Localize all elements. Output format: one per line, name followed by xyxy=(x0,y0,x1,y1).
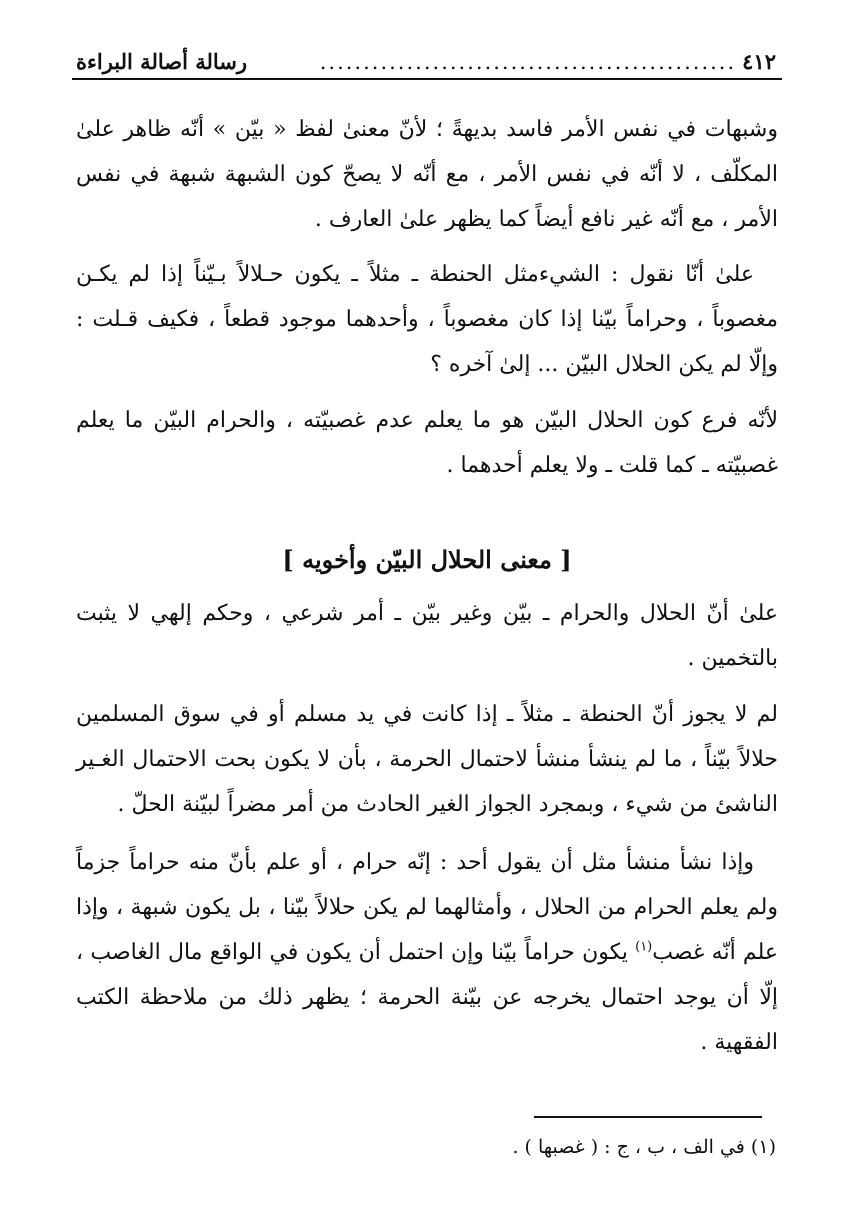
footnote-marker-1: (١) xyxy=(635,939,653,955)
paragraph-6: لم لا يجوز أنّ الحنطة ـ مثلاً ـ إذا كانت في يد مسلم أو في سوق المسلمين حلالاً بيّناً ، ما لم ينشأ منشأ لاحتمال الحرمة ، بأن لا يكون بحت الاحتمال الغـير الناشئ من شيء ، وبمجرد الجواز الغير الحادث من أمر مضراً لبيّنة الحلّ . xyxy=(76,702,779,817)
page-number: ٤١٢ xyxy=(742,49,776,74)
paragraph-5: علىٰ أنّ الحلال والحرام ـ بيّن وغير بيّن ـ أمر شرعي ، وحكم إلهي لا يثبت بالتخمين . xyxy=(76,601,778,671)
running-title: رسالة أصالة البراءة xyxy=(76,49,248,74)
header-rule xyxy=(72,78,782,80)
header-leader-dots: ................................................ xyxy=(319,50,737,74)
paragraph-3: لأنّه فرع كون الحلال البيّن هو ما يعلم عدم غصبيّته ، والحرام البيّن ما يعلم غصبيّته ـ كما قلت ـ ولا يعلم أحدهما . xyxy=(76,408,778,478)
paragraph-2: علىٰ أنّا نقول : الشيءمثل الحنطة ـ مثلاً ـ يكون حـلالاً بـيّناً إذا لم يكـن مغصوباً ، وحراماً بيّنا إذا كان مغصوباً ، وأحدهما موجود قطعاً ، فكيف قـلت : وإلّا لم يكن الحلال البيّن ... إلىٰ آخره ؟ xyxy=(76,262,778,377)
paragraph-7-text-b: يكون حراماً بيّنا وإن احتمل أن يكون في الواقع مال الغاصب ، إلّا أن يوجد احتمال يخرجه عن بيّنة الحرمة ؛ يظهر ذلك من ملاحظة الكتب الفقهية . xyxy=(76,940,778,1055)
section-heading: [ معنى الحلال البيّن وأخويه ] xyxy=(282,545,572,574)
footnote-1: (١) في الف ، ب ، ج : ( غصبها ) . xyxy=(512,1136,776,1158)
paragraph-7-text-a: وإذا نشأ منشأ مثل أن يقول أحد : إنّه حرام ، أو علم بأنّ منه حراماً جزماً ولم يعلم الحرام من الحلال ، وأمثالهما لم يكن حلالاً بيّنا ، بل يكون شبهة ، وإذا علم أنّه غصب xyxy=(76,850,778,965)
footnote-rule xyxy=(534,1116,762,1118)
running-header xyxy=(76,38,776,74)
paragraph-1: وشبهات في نفس الأمر فاسد بديهةً ؛ لأنّ معنىٰ لفظ « بيّن » أنّه ظاهر علىٰ المكلّف ، لا أنّه في نفس الأمر ، مع أنّه لا يصحّ كون الشبهة شبهة في نفس الأمر ، مع أنّه غير نافع أيضاً كما يظهر علىٰ العارف . xyxy=(76,117,778,232)
paragraph-7 xyxy=(76,840,778,1065)
